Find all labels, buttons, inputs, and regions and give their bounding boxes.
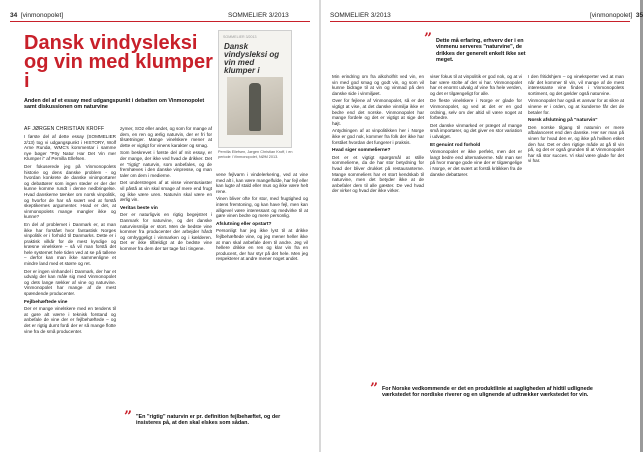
right-column-3 bbox=[528, 74, 624, 404]
paragraph: vene fejlvarm i vindelerkering, ved at vine med alt i, kan være mangelfulde, har fejl eller kan lugte af stald eller mus og ikke være helt rene. bbox=[216, 172, 308, 194]
left-column-3 bbox=[216, 172, 308, 400]
paragraph: Vinmonopolet har også et ansvar for at sikre at vinene er i orden, og at kunderne får det de betaler for. bbox=[528, 98, 624, 115]
subheading: Norsk afslutning på "naturvin" bbox=[528, 118, 598, 124]
quote-mark-icon: ” bbox=[370, 381, 379, 397]
magazine-cover-image bbox=[218, 30, 292, 148]
paragraph: En del af problemet i Danmark er, at man ikke har forstået hvor fantastisk Norges vinpolitik er i forhold til Danmarks. Dette er i praktisk vilkår for de mest kyndige og kræsne vinelskere – så vil man forstå det hele systemet hele tiden ved at se på tallene – derfor kan man ikke sammenligne et mindre land med et større og ret. bbox=[24, 221, 116, 267]
cover-masthead: SOMMELIER 3/2013 bbox=[223, 35, 257, 39]
right-column-1 bbox=[332, 74, 424, 404]
paragraph: I første del af dette essay (SOMMELIER 2/13) tog vi udgangspunkt i HISTORY, Wolf Arne Rundø, WMC's kommentar i samme nye bøger "Pöy Natur Har Det Vin mer Klumper i" af Pernilla Ellefsen. bbox=[24, 134, 116, 162]
right-page-header bbox=[590, 12, 643, 19]
left-page-header bbox=[10, 12, 63, 19]
paragraph: Der er ingen vinhandel i Danmark, der har et udvalg der kan måle sig med Vinmonopolet og dets lange rækker af vine og naturvine. Vinmonopolet har mange af de mest spændende producenter. bbox=[24, 268, 116, 297]
paragraph: De fleste vinelskere i Norge er glade for Vinmonopolet, og ved at det er en god ordning, selv om der altid vil være noget at forbedre. bbox=[430, 98, 522, 121]
paragraph: Som beskrevet i første del af mit essay, er der mange, der ikke ved hvad de drikker. Det er "rigtig" naturvin, som anbefales, og de fremhæves i den danske vinpresse, og man taler om dem i medierne. bbox=[120, 150, 212, 178]
left-column-2 bbox=[120, 126, 212, 401]
paragraph: Antydningen af at vinpolitikken her i Norge ikke er god nok, kommer fra folk der ikke har forstået hvordan det fungerer i praksis. bbox=[332, 128, 424, 145]
wine-bottle-icon bbox=[249, 83, 261, 131]
quote-mark-icon: ” bbox=[124, 409, 133, 425]
paragraph: Det er et vigtigt spørgsmål at stille sommelierne, da de har stor betydning for hvad der bliver drukket på restauranterne. Mange sommeliers har et stort kendskab til naturvine, men det betyder ikke at de anbefaler dem til alle gæster. De ved hvad der virker og hvad der ikke virker. bbox=[332, 154, 424, 194]
left-page-number: 34 bbox=[10, 12, 18, 19]
subheading: Et genuint rod forhold bbox=[430, 142, 481, 148]
left-page bbox=[0, 0, 320, 452]
right-magazine-label: SOMMELIER 3/2013 bbox=[330, 12, 391, 19]
paragraph: Der fokuserede jeg på Vinmonopolets historie og dens danske problem - og hvordan konkrete de danske vinimportører og debattører som ingen steder er der der kunne komme rundt i denne nedbringelse. Hvad danskerne tænker om norsk vinpolitik, og hvorfor de har så svært ved at forstå skeptikernes argumenter. Hvad er det, at vinmonopolets mange mangler ikke og kunne? bbox=[24, 163, 116, 220]
right-pull-quote-top: Dette må erfaring, erhverv der i en vinmenu serveres "naturvine", de drikkes der generelt enkelt ikke set meget. bbox=[436, 38, 526, 64]
paragraph: Vinmonopolet er ikke perfekt, men det er langt bedre end alternativerne. Når man ser på hvor mange gode vine der er tilgængelige i Norge, er det svært at forstå kritikken fra de danske debattører. bbox=[430, 149, 522, 177]
paragraph: Min erindring om fra alkoholfrit ved vin, en vin med god smag og godt vin, og som vil kunne bidrage til at vin og vinmad på den danske side i vinmiljøet. bbox=[332, 74, 424, 96]
paragraph: I den fritidshjem – og vineksperter ved at man når det kommer til vin, vil mange af de mest interessante vine findes i Vinmonopolets sortiment, og det gælder også naturvine. bbox=[528, 74, 624, 96]
right-column-2 bbox=[430, 74, 522, 374]
right-section-label: [vinmonopolet] bbox=[590, 12, 633, 19]
left-section-label: [vinmonopolet] bbox=[20, 12, 64, 19]
left-magazine-label: SOMMELIER 3/2013 bbox=[228, 12, 289, 19]
subheading: Veritas beste vin bbox=[120, 205, 158, 211]
cover-title: Dansk vindysleksi og vin med klumper i bbox=[224, 42, 280, 75]
right-header-rule bbox=[330, 21, 630, 22]
paragraph: Over for fejlene af Vinmonopolet, så er det vigtigt at vise, at det danske vinmiljø ikke er bedre end det norske. Vinmonopolet har mange fordele og det er vigtigt at sige det højt. bbox=[332, 98, 424, 126]
paragraph: Det danske vinmarked er præget af mange små importører, og det giver en stor variation i udvalget. bbox=[430, 122, 522, 139]
article-byline: AF JØRGEN CHRISTIAN KROFF bbox=[24, 126, 105, 132]
paragraph: Det understreges af at visse vinentusiaster vil påstå at vin skal smage af mere end frugt og ikke være uren. Naturvin skal være en ærlig vin. bbox=[120, 180, 212, 203]
article-lead: Anden del af et essay med udgangspunkt i debatten om Vinmonopolet samt diskussionen om naturvine bbox=[24, 98, 205, 111]
article-headline: Dansk vindysleksi og vin med klumper i bbox=[24, 32, 213, 92]
right-page-number: 35 bbox=[635, 12, 643, 19]
paragraph: Vinen bliver ofte for stor, med frugtighed og intens fremtoning, og kan have fejl, men kan alligevel være interessant og medvirke til at gøre vinen bedre og mere personlig. bbox=[216, 196, 308, 219]
paragraph: viser fokus til at vinpolitik er god nok, og at vi bør være stolte af det vi har. Vinmonopolet har et enormt udvalg af vine fra hele verden, og det er tilgængeligt for alle. bbox=[430, 74, 522, 96]
subheading: Fejlbehæftede vine bbox=[24, 299, 68, 305]
right-page bbox=[320, 0, 643, 452]
left-header-rule bbox=[10, 21, 310, 22]
quote-mark-icon: ” bbox=[424, 31, 433, 47]
paragraph: Den norske tilgang til naturvin er mere afbalanceret end den danske. Her ser man på vinen for hvad den er, og ikke på hvilken etiket den har. Det er den rigtige måde at gå til vin på, og det er også grunden til at Vinmonopolet har så stor succes. Vi skal være glade for det vi har. bbox=[528, 124, 624, 164]
paragraph: Der er mange vinelskere med en tendens til at gøre alt værre i teknisk forstand og anbefale de vine der er fejlbehæftede – og det er rigtig dumt fordi der er så mange flotte vine fra de små producenter. bbox=[24, 306, 116, 334]
paragraph: zymer, SO2 eller andet, og som for mange af dem, en ren og ærlig naturvin, der er fri for tilsætninger. Mange vinelskere mener at dette er vigtigt for vinens karakter og smag. bbox=[120, 126, 212, 148]
paragraph: Personligt har jeg ikke lyst til at drikke fejlbehæftede vine, og jeg mener heller ikke at man skal anbefale dem til andre. Jeg vil hellere drikke en ren og klar vin fra en producent, der har styr på det hele. Men jeg respekterer at andre mener noget andet. bbox=[216, 228, 308, 262]
left-pull-quote: "En "rigtig" naturvin er pr. definition fejlbehæftet, og der insisteres på, at den skal elskes som sådan. bbox=[136, 414, 281, 427]
subheading: Afslutning eller opstart? bbox=[216, 221, 272, 227]
left-column-1 bbox=[24, 134, 116, 439]
subheading: Hvad siger sommelierne? bbox=[332, 148, 391, 154]
paragraph: Der er naturligvis en rigtig begejstret i Danmark for naturvine, og det danske naturvinsmiljø er stort. Men de bedste vine kommer fra producenter der arbejder hårdt og omhyggeligt i vinmarken og i kælderen. Det er ikke tilfældigt at de bedste vine kommer fra dem der tør tage fat i tingene. bbox=[120, 212, 212, 251]
right-pull-quote-bottom: For Norske vedkommende er det en produktlinie at sagligheden af hidtil udlignede værkstedet for nordiske riverer og en ulignende af udtrækker værkstedet for vin. bbox=[382, 386, 593, 399]
image-caption: Pernilla Ellefsen, Jørgen Christian Kroff, i en periode i Vinmonopolet, NØM 2013. bbox=[218, 150, 293, 159]
